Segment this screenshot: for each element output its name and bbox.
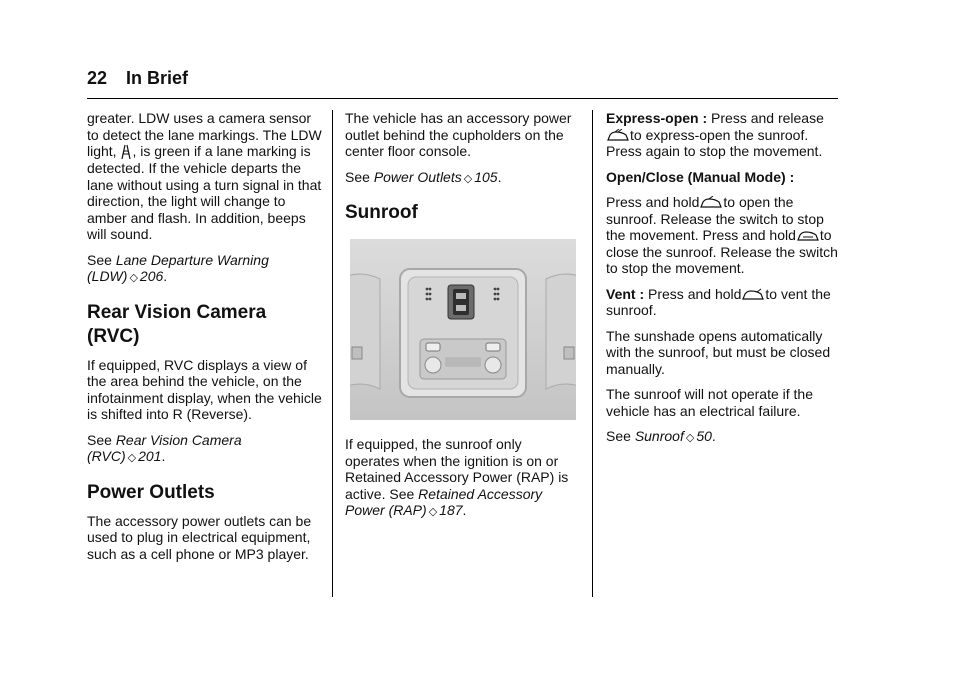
page-ref-50[interactable]: 50	[696, 428, 712, 444]
vent-label: Vent :	[606, 285, 645, 302]
see-rvc: See Rear Vision Camera (RVC) ◇ 201.	[87, 431, 242, 465]
heading-sunroof: Sunroof	[345, 202, 418, 223]
see-prefix: See	[87, 251, 116, 268]
page-ref-icon: ◇	[463, 172, 473, 185]
page-number: 22	[87, 68, 108, 88]
column-1	[87, 110, 322, 571]
see-ldw: See Lane Departure Warning (LDW) ◇ 206.	[87, 251, 269, 285]
page-ref-105[interactable]: 105	[474, 168, 498, 185]
page-ref-icon: ◇	[129, 272, 138, 285]
open-close-paragraph	[606, 194, 841, 277]
lane-departure-icon	[120, 144, 132, 160]
period: .	[462, 502, 467, 518]
express-open-paragraph	[606, 110, 841, 160]
electrical-failure-paragraph: The sunroof will not operate if the vehicle has an electrical failure.	[606, 386, 814, 419]
link-lane-departure-warning[interactable]: Lane Departure Warning (LDW)	[87, 251, 269, 285]
see-prefix: See	[345, 168, 374, 185]
ldw-text-a: greater. LDW uses a camera sensor to detect the lane markings. The LDW light,	[87, 110, 322, 159]
power-outlets-paragraph: The accessory power outlets can be used to plug in electrical equipment, such as a cell phone or MP3 player.	[87, 512, 312, 562]
vent-paragraph	[606, 286, 841, 319]
column-3	[606, 110, 841, 456]
open-close-label-line	[606, 169, 841, 186]
open-close-text-c: to close the sunroof. Release the switch to stop the movement.	[606, 227, 838, 276]
express-open-text-b: to express-open the sunroof. Press again to stop the movement.	[606, 126, 823, 159]
page-ref-icon: ◇	[428, 506, 438, 518]
page-header	[87, 68, 188, 89]
column-divider-1	[332, 110, 333, 597]
heading-rear-vision-camera: Rear Vision Camera (RVC)	[87, 301, 267, 347]
sunroof-controls-illustration	[350, 239, 576, 420]
open-close-text-a: Press and hold	[606, 194, 700, 210]
accessory-outlet-paragraph: The vehicle has an accessory power outlet behind the cupholders on the center floor console.	[345, 110, 572, 159]
sunroof-vent-icon	[741, 288, 765, 302]
page-ref-icon: ◇	[685, 432, 695, 444]
sunroof-ignition-text: If equipped, the sunroof only operates when the ignition is on or Retained Accessory Power (RAP) is active. See	[345, 436, 569, 502]
ldw-paragraph	[87, 110, 322, 243]
sunroof-close-icon	[796, 229, 820, 243]
see-prefix: See	[87, 431, 116, 448]
column-divider-2	[592, 110, 593, 597]
sunshade-paragraph: The sunshade opens automatically with the sunroof, but must be closed manually.	[606, 327, 831, 377]
link-sunroof[interactable]: Sunroof	[634, 428, 684, 444]
express-open-label: Express-open :	[606, 110, 708, 126]
link-retained-accessory-power[interactable]: Retained Accessory Power (RAP)	[345, 485, 543, 518]
open-close-label: Open/Close (Manual Mode) :	[606, 168, 795, 185]
page-ref-187[interactable]: 187	[439, 502, 463, 518]
page-ref-icon: ◇	[127, 452, 137, 465]
section-title: In Brief	[126, 68, 189, 88]
heading-power-outlets: Power Outlets	[87, 481, 215, 503]
sunroof-ignition-paragraph	[345, 436, 580, 521]
sunroof-express-open-icon	[606, 129, 630, 143]
see-power-outlets: See Power Outlets ◇ 105.	[345, 168, 502, 185]
link-power-outlets[interactable]: Power Outlets	[373, 168, 462, 185]
ldw-text-b: , is green if a lane marking is detected. If the vehicle departs the lane without using a turn signal in that direction, the light will change to amber and flash. In addition, beeps will sound.	[87, 143, 322, 243]
page-ref-201[interactable]: 201	[138, 448, 162, 465]
see-sunroof: See Sunroof ◇ 50.	[606, 428, 716, 444]
express-open-text-a: Press and release	[707, 110, 824, 126]
vent-text-a: Press and hold	[644, 285, 742, 302]
open-close-text-b: to open the sunroof. Release the switch to stop the movement. Press and hold	[606, 194, 824, 243]
link-rear-vision-camera[interactable]: Rear Vision Camera (RVC)	[87, 431, 242, 465]
page-ref-206[interactable]: 206	[139, 268, 164, 285]
see-prefix: See	[606, 428, 635, 444]
rvc-paragraph: If equipped, RVC displays a view of the area behind the vehicle, on the infotainment display, when the vehicle is shifted into R (Reverse).	[87, 356, 322, 423]
column-2	[345, 110, 580, 530]
vent-text-b: to vent the sunroof.	[606, 285, 831, 318]
header-rule	[87, 98, 838, 99]
sunroof-open-icon	[699, 196, 723, 210]
